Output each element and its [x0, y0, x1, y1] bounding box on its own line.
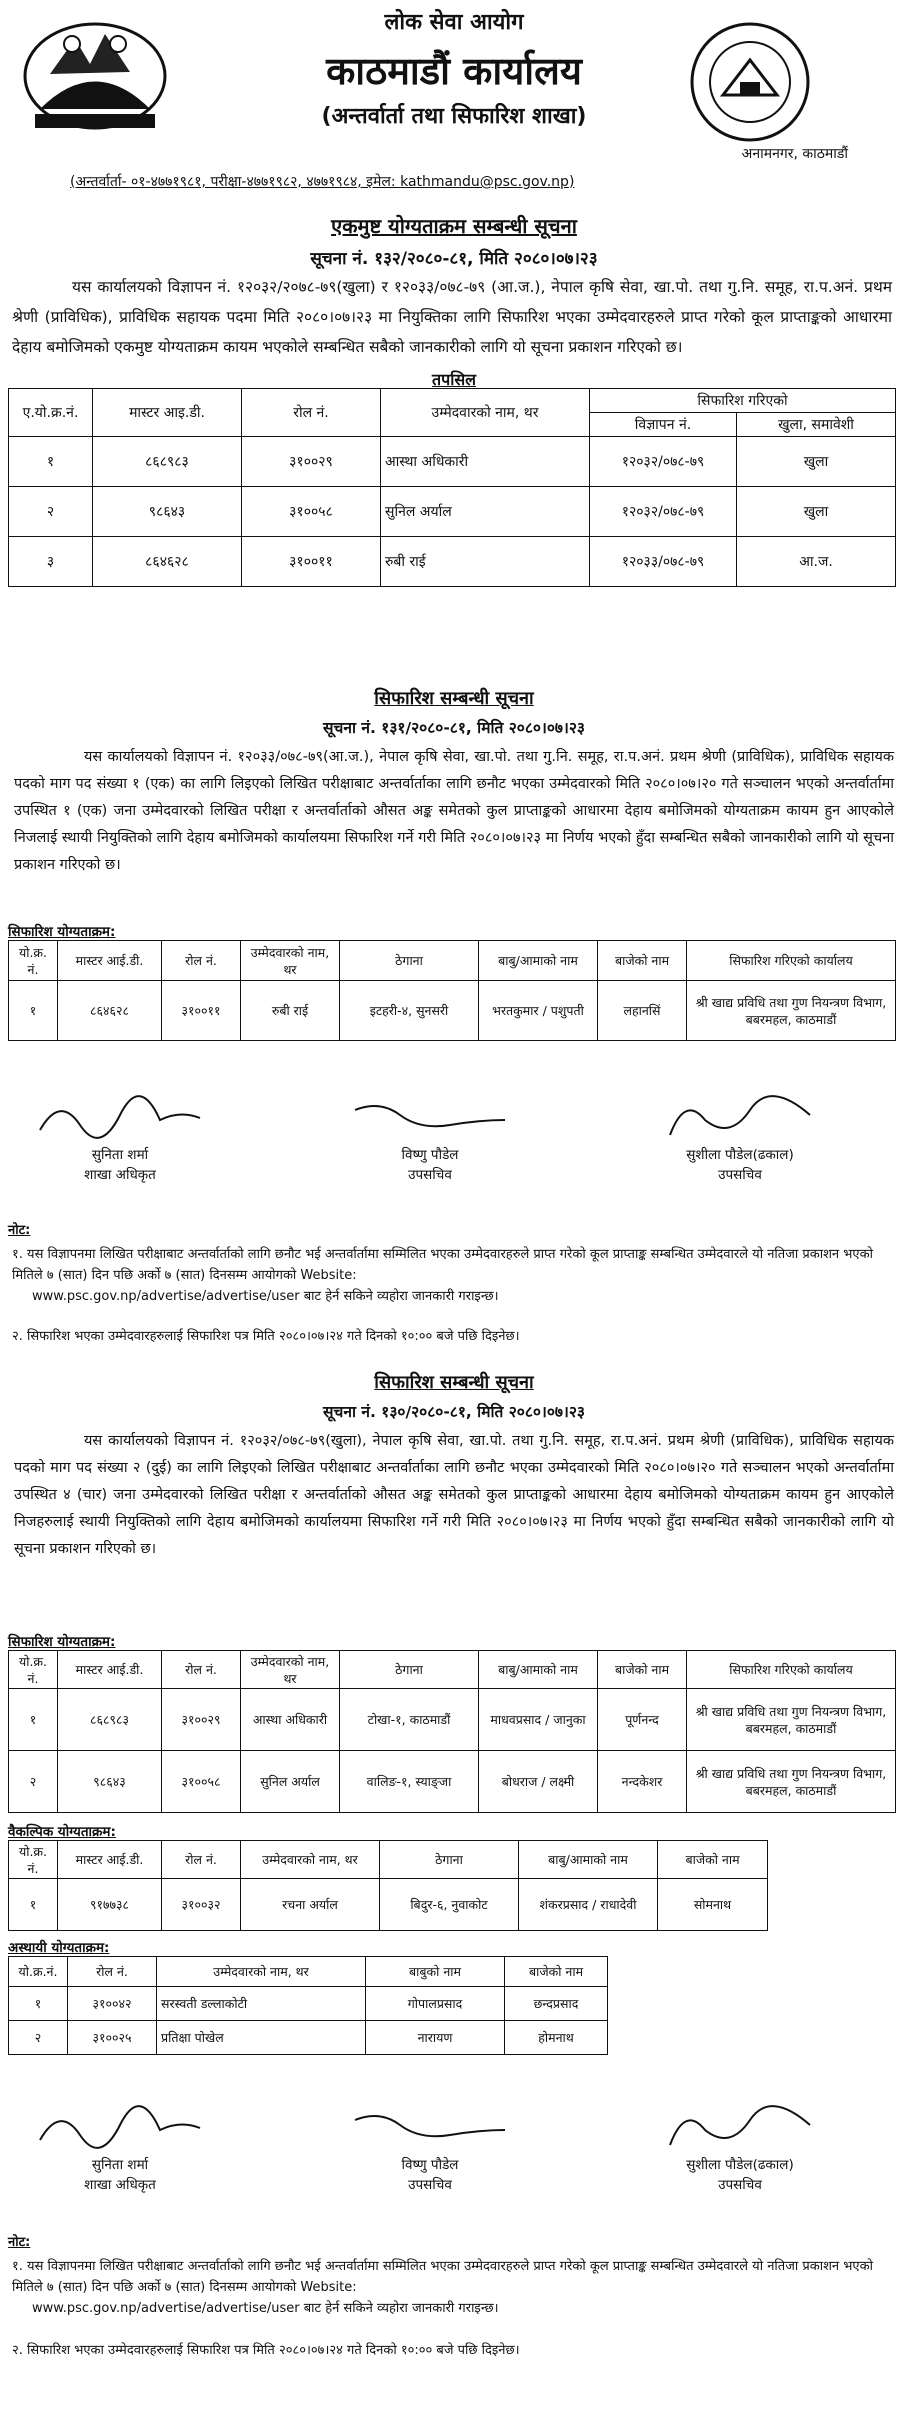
table-cell: मास्टर आई.डी.	[58, 1841, 162, 1879]
table-cell: बाबु/आमाको नाम	[479, 1651, 598, 1689]
col-header: मास्टर आइ.डी.	[93, 389, 242, 437]
notes-heading: नोट:	[8, 1223, 31, 1238]
table-cell: पूर्णनन्द	[598, 1689, 687, 1751]
table-cell: भरतकुमार / पशुपती	[479, 981, 598, 1041]
table-cell: १२०३२/०७८-७९	[590, 487, 737, 537]
signature-block: सुशीला पौडेल(ढकाल) उपसचिव	[650, 2100, 830, 2195]
table-cell: टोखा-१, काठमाडौं	[340, 1689, 479, 1751]
table-cell: सिफारिश गरिएको कार्यालय	[687, 941, 896, 981]
handwritten-signature	[340, 2100, 520, 2155]
table-cell: सोमनाथ	[658, 1879, 768, 1931]
table-cell: आस्था अधिकारी	[381, 437, 590, 487]
handwritten-signature	[30, 1090, 210, 1145]
signature-block: विष्णु पौडेल उपसचिव	[340, 2100, 520, 2195]
s3-paragraph: यस कार्यालयको विज्ञापन नं. १२०३२/०७८-७९(खुला), नेपाल कृषि सेवा, खा.पो. तथा गु.नि. समूह, रा.प.अनं. प्रथम श्रेणी (प्राविधिक), प्राविधिक सहायक पदको माग पद संख्या २ (दुई) का लागि लिइएको लिखित परीक्षाबाट अन्तर्वार्ताका लागि छनौट भएका उम्मेदवारको मिति २०८०।०७।२० गते सञ्चालन भएको अन्तर्वार्तामा उपस्थित ४ (चार) जना उम्मेदवारको लिखित परीक्षा र अन्तर्वार्ताको औसत अङ्क समेतको कुल प्राप्ताङ्कको आधारमा देहाय बमोजिमको योग्यताक्रम कायम हुन आएकोले निजहरुलाई स्थायी नियुक्तिको लागि देहाय बमोजिमको कार्यालयमा सिफारिश गर्ने गरी मिति २०८०।०७।२३ मा निर्णय भएको हुँदा सम्बन्धित सबैको जानकारीको लागि यो सूचना प्रकाशन गरिएको छ।	[14, 1433, 894, 1557]
s1-paragraph: यस कार्यालयको विज्ञापन नं. १२०३२/२०७८-७९(खुला) र १२०३३/०७८-७९ (आ.ज.), नेपाल कृषि सेवा, खा.पो. तथा गु.नि. समूह, रा.प.अनं. प्रथम श्रेणी (प्राविधिक), प्राविधिक सहायक पदमा मिति २०८०।०७।२३ मा नियुक्तिका लागि सिफारिश भएका उम्मेदवारहरुले प्राप्त गरेको कूल प्राप्ताङ्कको आधारमा देहाय बमोजिमको एकमुष्ट योग्यताक्रम कायम भएकोले सम्बन्धित सबैको जानकारीको लागि यो सूचना प्रकाशन गरिएको छ।	[12, 278, 892, 356]
table-cell: यो.क्र. नं.	[9, 1651, 58, 1689]
table-cell: रोल नं.	[162, 1651, 241, 1689]
col-header: रोल नं.	[242, 389, 381, 437]
table-row	[9, 437, 896, 487]
table-cell: रुबी राई	[381, 537, 590, 587]
col-header: विज्ञापन नं.	[590, 413, 737, 437]
note-2: २. सिफारिश भएका उम्मेदवारहरुलाई सिफारिश पत्र मिति २०८०।०७।२४ गते दिनको १०:०० बजे पछि दिइनेछ।	[12, 2343, 520, 2358]
s3-label: सिफारिश योग्यताक्रम:	[8, 1634, 116, 1650]
col-header: ए.यो.क्र.नं.	[9, 389, 93, 437]
table-cell: उम्मेदवारको नाम, थर	[157, 1957, 366, 1987]
s2-subtitle: सूचना नं. १३१/२०८०-८१, मिति २०८०।०७।२३	[323, 719, 585, 737]
table-cell: रोल नं.	[162, 941, 241, 981]
table-cell: गोपालप्रसाद	[366, 1987, 505, 2021]
table-cell: १	[9, 1987, 68, 2021]
table-cell: ३१००११	[242, 537, 381, 587]
table-cell: ३	[9, 537, 93, 587]
table-cell: उम्मेदवारको नाम, थर	[241, 941, 340, 981]
psc-seal-logo	[688, 20, 813, 145]
table-cell: मास्टर आई.डी.	[58, 1651, 162, 1689]
table-cell: बाजेको नाम	[598, 941, 687, 981]
table-cell: सुनिल अर्याल	[381, 487, 590, 537]
s1-tapsil: तपसिल	[431, 370, 477, 389]
table-cell: बिदुर-६, नुवाकोट	[380, 1879, 519, 1931]
s2-recommend-table	[8, 940, 896, 1041]
table-cell: खुला	[737, 437, 896, 487]
table-cell: उम्मेदवारको नाम, थर	[241, 1651, 340, 1689]
branch-name: (अन्तर्वार्ता तथा सिफारिश शाखा)	[321, 104, 587, 129]
table-cell: रचना अर्याल	[241, 1879, 380, 1931]
table-cell: ८६४६२८	[58, 981, 162, 1041]
signature-block: सुशीला पौडेल(ढकाल) उपसचिव	[650, 1090, 830, 1185]
table-cell: ३१००४२	[68, 1987, 157, 2021]
table-cell: लहानसिं	[598, 981, 687, 1041]
table-cell: ठेगाना	[340, 941, 479, 981]
table-cell: श्री खाद्य प्रविधि तथा गुण नियन्त्रण विभाग, बबरमहल, काठमाडौं	[687, 1689, 896, 1751]
s2-paragraph: यस कार्यालयको विज्ञापन नं. १२०३३/०७८-७९(आ.ज.), नेपाल कृषि सेवा, खा.पो. तथा गु.नि. समूह, रा.प.अनं. प्रथम श्रेणी (प्राविधिक), प्राविधिक सहायक पदको माग पद संख्या १ (एक) का लागि लिइएको लिखित परीक्षाबाट अन्तर्वार्ताका लागि छनौट भएका उम्मेदवारको मिति २०८०।०७।२० गते सञ्चालन भएको अन्तर्वार्तामा उपस्थित १ (एक) जना उम्मेदवारको लिखित परीक्षा र अन्तर्वार्ताको औसत अङ्क समेतको कुल प्राप्ताङ्कको आधारमा देहाय बमोजिमको योग्यताक्रम कायम हुन आएकोले निजलाई स्थायी नियुक्तिको लागि देहाय बमोजिमको कार्यालयमा सिफारिश गर्ने गरी मिति २०८०।०७।२३ मा निर्णय भएको हुँदा सम्बन्धित सबैको जानकारीको लागि यो सूचना प्रकाशन गरिएको छ।	[14, 749, 894, 873]
table-cell: ३१००११	[162, 981, 241, 1041]
table-cell: २	[9, 2021, 68, 2055]
table-row	[9, 981, 896, 1041]
table-cell: रोल नं.	[68, 1957, 157, 1987]
table-cell: बाबु/आमाको नाम	[519, 1841, 658, 1879]
s3-subtitle: सूचना नं. १३०/२०८०-८१, मिति २०८०।०७।२३	[323, 1403, 585, 1421]
s3-tmp-label: अस्थायी योग्यताक्रम:	[8, 1940, 110, 1956]
table-cell: रोल नं.	[162, 1841, 241, 1879]
table-cell: यो.क्र.नं.	[9, 1957, 68, 1987]
table-cell: होमनाथ	[505, 2021, 608, 2055]
table-row	[9, 1751, 896, 1813]
table-cell: ठेगाना	[380, 1841, 519, 1879]
table-cell: ८६८९८३	[58, 1689, 162, 1751]
table-cell: ८६८९८३	[93, 437, 242, 487]
org-name: लोक सेवा आयोग	[384, 10, 524, 35]
table-cell: छन्दप्रसाद	[505, 1987, 608, 2021]
col-header: उम्मेदवारको नाम, थर	[381, 389, 590, 437]
table-cell: ३१००३२	[162, 1879, 241, 1931]
s3-temporary-table	[8, 1956, 608, 2055]
signature-block: सुनिता शर्मा शाखा अधिकृत	[30, 1090, 210, 1185]
table-cell: १	[9, 1879, 58, 1931]
s1-subtitle: सूचना नं. १३२/२०८०-८१, मिति २०८०।०७।२३	[310, 249, 598, 269]
signature-block: सुनिता शर्मा शाखा अधिकृत	[30, 2100, 210, 2195]
table-cell: बाबु/आमाको नाम	[479, 941, 598, 981]
table-cell: सरस्वती डल्लाकोटी	[157, 1987, 366, 2021]
table-cell: यो.क्र. नं.	[9, 1841, 58, 1879]
table-row	[9, 537, 896, 587]
table-cell: ३१००२९	[162, 1689, 241, 1751]
table-row	[9, 1987, 608, 2021]
table-cell: सिफारिश गरिएको कार्यालय	[687, 1651, 896, 1689]
table-cell: श्री खाद्य प्रविधि तथा गुण नियन्त्रण विभाग, बबरमहल, काठमाडौं	[687, 981, 896, 1041]
table-cell: उम्मेदवारको नाम, थर	[241, 1841, 380, 1879]
office-name: काठमाडौं कार्यालय	[326, 49, 582, 93]
note-1: १. यस विज्ञापनमा लिखित परीक्षाबाट अन्तर्वार्ताको लागि छनौट भई अन्तर्वार्तामा सम्मिलित भएका उम्मेदवारहरुले प्राप्त गरेको कूल प्राप्ताङ्क सम्बन्धित उम्मेदवारले यो नतिजा प्रकाशन भएको मितिले ७ (सात) दिन पछि अर्को ७ (सात) दिनसम्म आयोगको Website: www.psc.gov.np/advertise/advertise/user बाट हेर्न सकिने व्यहोरा जानकारी गराइन्छ।	[12, 2259, 873, 2316]
table-cell: ९८६४३	[93, 487, 242, 537]
letterhead	[0, 0, 908, 170]
col-header: खुला, समावेशी	[737, 413, 896, 437]
s3-alternate-table	[8, 1840, 768, 1931]
table-cell: खुला	[737, 487, 896, 537]
s1-merit-table	[8, 388, 896, 587]
table-cell: ९१७७३८	[58, 1879, 162, 1931]
table-cell: नन्दकेशर	[598, 1751, 687, 1813]
handwritten-signature	[650, 2100, 830, 2155]
email-link[interactable]: kathmandu@psc.gov.np	[400, 174, 569, 190]
table-cell: बाजेको नाम	[598, 1651, 687, 1689]
table-cell: १	[9, 1689, 58, 1751]
table-cell: शंकरप्रसाद / राधादेवी	[519, 1879, 658, 1931]
table-cell: ३१००५८	[242, 487, 381, 537]
table-cell: रुबी राई	[241, 981, 340, 1041]
office-address: अनामनगर, काठमाडौं	[741, 146, 848, 162]
s3-recommend-table	[8, 1650, 896, 1813]
table-cell: १२०३२/०७८-७९	[590, 437, 737, 487]
table-cell: ३१००२९	[242, 437, 381, 487]
handwritten-signature	[30, 2100, 210, 2155]
table-cell: वालिङ-१, स्याङ्जा	[340, 1751, 479, 1813]
table-cell: ३१००५८	[162, 1751, 241, 1813]
table-cell: आस्था अधिकारी	[241, 1689, 340, 1751]
note-2: २. सिफारिश भएका उम्मेदवारहरुलाई सिफारिश पत्र मिति २०८०।०७।२४ गते दिनको १०:०० बजे पछि दिइनेछ।	[12, 1329, 520, 1344]
table-cell: सुनिल अर्याल	[241, 1751, 340, 1813]
table-cell: १	[9, 981, 58, 1041]
table-cell: यो.क्र. नं.	[9, 941, 58, 981]
handwritten-signature	[340, 1090, 520, 1145]
table-cell: ९८६४३	[58, 1751, 162, 1813]
table-row	[9, 487, 896, 537]
table-cell: १	[9, 437, 93, 487]
table-cell: १२०३३/०७८-७९	[590, 537, 737, 587]
handwritten-signature	[650, 1090, 830, 1145]
s3-alt-label: वैकल्पिक योग्यताक्रम:	[8, 1824, 116, 1840]
table-cell: मास्टर आई.डी.	[58, 941, 162, 981]
s3-title: सिफारिश सम्बन्धी सूचना	[374, 1372, 534, 1393]
table-cell: प्रतिक्षा पोखेल	[157, 2021, 366, 2055]
table-cell: श्री खाद्य प्रविधि तथा गुण नियन्त्रण विभाग, बबरमहल, काठमाडौं	[687, 1751, 896, 1813]
note-1: १. यस विज्ञापनमा लिखित परीक्षाबाट अन्तर्वार्ताको लागि छनौट भई अन्तर्वार्तामा सम्मिलित भएका उम्मेदवारहरुले प्राप्त गरेको कूल प्राप्ताङ्क सम्बन्धित उम्मेदवारले यो नतिजा प्रकाशन भएको मितिले ७ (सात) दिन पछि अर्को ७ (सात) दिनसम्म आयोगको Website: www.psc.gov.np/advertise/advertise/user बाट हेर्न सकिने व्यहोरा जानकारी गराइन्छ।	[12, 1247, 873, 1304]
table-cell: बाजेको नाम	[505, 1957, 608, 1987]
notes-heading: नोट:	[8, 2235, 31, 2250]
s2-title: सिफारिश सम्बन्धी सूचना	[374, 688, 534, 709]
signature-block: विष्णु पौडेल उपसचिव	[340, 1090, 520, 1185]
table-cell: नारायण	[366, 2021, 505, 2055]
table-cell: इटहरी-४, सुनसरी	[340, 981, 479, 1041]
table-cell: माधवप्रसाद / जानुका	[479, 1689, 598, 1751]
s1-title: एकमुष्ट योग्यताक्रम सम्बन्धी सूचना	[331, 214, 577, 238]
s2-label: सिफारिश योग्यताक्रम:	[8, 924, 116, 940]
table-cell: ३१००२५	[68, 2021, 157, 2055]
table-row	[9, 2021, 608, 2055]
col-header: सिफारिश गरिएको	[590, 389, 896, 413]
table-cell: बाजेको नाम	[658, 1841, 768, 1879]
table-cell: बोधराज / लक्ष्मी	[479, 1751, 598, 1813]
table-cell: २	[9, 1751, 58, 1813]
contact-line: (अन्तर्वार्ता- ०१-४७७१९८१, परीक्षा-४७७१९८२, ४७७१९८४, इमेल: kathmandu@psc.gov.np)	[70, 174, 575, 190]
table-cell: ठेगाना	[340, 1651, 479, 1689]
table-cell: ८६४६२८	[93, 537, 242, 587]
table-cell: आ.ज.	[737, 537, 896, 587]
table-cell: बाबुको नाम	[366, 1957, 505, 1987]
table-row	[9, 1689, 896, 1751]
table-row	[9, 1879, 768, 1931]
table-cell: २	[9, 487, 93, 537]
